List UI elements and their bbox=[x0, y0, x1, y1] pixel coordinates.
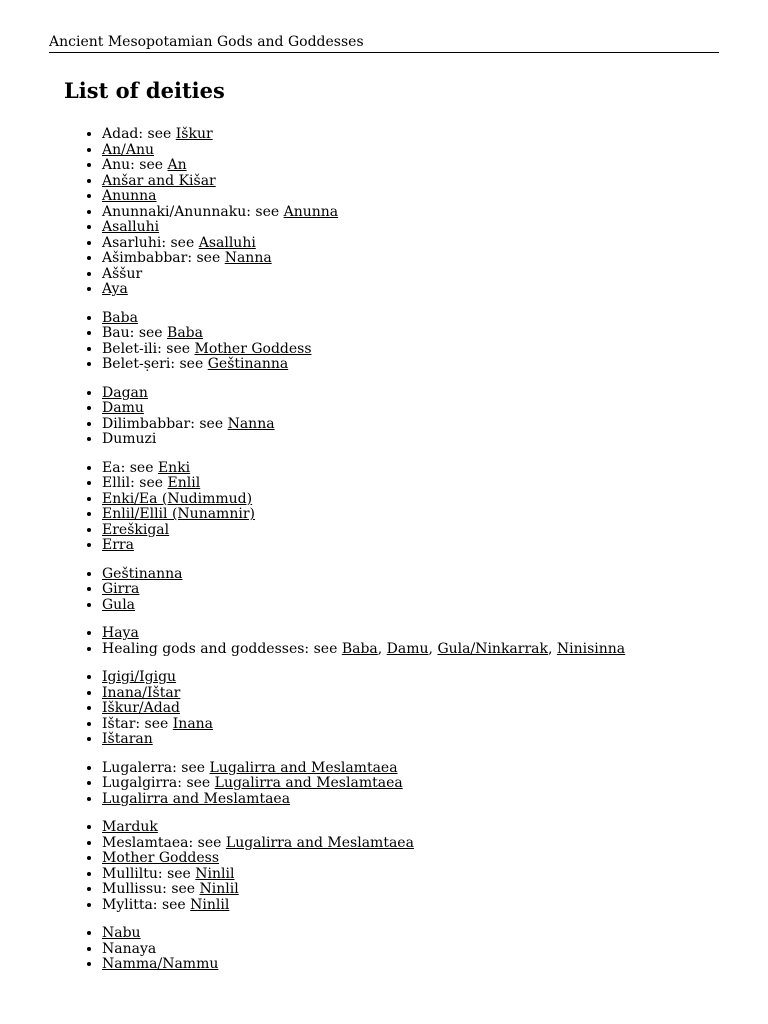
list-item-text: Mullissu: see bbox=[102, 881, 200, 897]
deity-list bbox=[0, 127, 768, 986]
deity-link[interactable]: Baba bbox=[341, 640, 378, 657]
deity-link[interactable]: Igigi/Igigu bbox=[102, 669, 177, 685]
list-item-text: , bbox=[377, 640, 387, 657]
deity-link[interactable]: Namma/Nammu bbox=[102, 956, 219, 972]
list-item bbox=[102, 732, 768, 748]
list-item bbox=[102, 205, 768, 221]
deity-link[interactable]: Erra bbox=[102, 537, 134, 553]
deity-link[interactable]: Baba bbox=[167, 325, 203, 341]
deity-link[interactable]: Aya bbox=[102, 281, 128, 297]
list-item bbox=[102, 342, 768, 358]
deity-link[interactable]: Enki bbox=[157, 459, 191, 476]
list-item-text: , bbox=[547, 640, 557, 657]
list-item-text: Ašimbabbar: see bbox=[102, 250, 225, 266]
deity-link[interactable]: Anšar and Kišar bbox=[102, 172, 216, 189]
deity-link[interactable]: Marduk bbox=[102, 819, 158, 835]
list-item bbox=[102, 267, 768, 283]
deity-link[interactable]: Girra bbox=[102, 581, 140, 597]
list-item-text: Lugalgirra: see bbox=[102, 775, 215, 791]
deity-link[interactable]: Baba bbox=[102, 309, 138, 326]
deity-link[interactable]: Lugalirra and Meslamtaea bbox=[209, 759, 398, 776]
deity-group bbox=[0, 670, 768, 748]
list-item bbox=[102, 143, 768, 159]
list-item-text: , bbox=[428, 640, 438, 657]
list-item-text: Nanaya bbox=[102, 940, 157, 957]
list-item-text: Mylitta: see bbox=[102, 896, 191, 913]
deity-link[interactable]: Nanna bbox=[224, 250, 272, 266]
deity-link[interactable]: Damu bbox=[102, 400, 144, 416]
list-item bbox=[102, 538, 768, 554]
deity-link[interactable]: Inana/Ištar bbox=[102, 684, 181, 701]
deity-link[interactable]: An bbox=[167, 157, 187, 173]
list-item bbox=[102, 867, 768, 883]
deity-link[interactable]: An/Anu bbox=[102, 141, 154, 158]
list-item-text: Belet-ili: see bbox=[102, 340, 195, 357]
deity-group bbox=[0, 761, 768, 808]
list-item bbox=[102, 326, 768, 342]
site-title[interactable]: Ancient Mesopotamian Gods and Goddesses bbox=[49, 33, 719, 53]
list-item bbox=[102, 776, 768, 792]
deity-link[interactable]: Enki/Ea (Nudimmud) bbox=[102, 490, 253, 507]
deity-link[interactable]: Lugalirra and Meslamtaea bbox=[102, 790, 291, 807]
deity-link[interactable]: Mother Goddess bbox=[102, 850, 220, 866]
list-item bbox=[102, 957, 768, 973]
deity-group bbox=[0, 926, 768, 973]
deity-group bbox=[0, 820, 768, 913]
list-item-text: Ellil: see bbox=[102, 475, 168, 491]
list-item-text: Mulliltu: see bbox=[102, 865, 196, 882]
list-item-text: Anu: see bbox=[102, 157, 168, 173]
deity-link[interactable]: Gula/Ninkarrak bbox=[437, 640, 548, 657]
list-item-text: Dumuzi bbox=[102, 431, 157, 447]
deity-link[interactable]: Nabu bbox=[102, 925, 141, 941]
list-item bbox=[102, 761, 768, 777]
deity-link[interactable]: Enlil bbox=[167, 475, 201, 491]
deity-link[interactable]: Haya bbox=[102, 625, 139, 641]
list-item bbox=[102, 882, 768, 898]
list-item bbox=[102, 851, 768, 867]
list-item bbox=[102, 626, 768, 642]
deity-link[interactable]: Asalluhi bbox=[102, 219, 160, 235]
list-item-text: Healing gods and goddesses: see bbox=[102, 640, 342, 657]
list-item bbox=[102, 686, 768, 702]
page-title: List of deities bbox=[64, 78, 225, 103]
deity-group bbox=[0, 127, 768, 298]
deity-link[interactable]: Enlil/Ellil (Nunamnir) bbox=[102, 506, 255, 522]
list-item bbox=[102, 386, 768, 402]
deity-group bbox=[0, 626, 768, 657]
list-item-text: Ištar: see bbox=[102, 715, 173, 732]
deity-group bbox=[0, 311, 768, 373]
deity-link[interactable]: Nanna bbox=[227, 415, 275, 432]
list-item bbox=[102, 942, 768, 958]
deity-group bbox=[0, 461, 768, 554]
list-item bbox=[102, 251, 768, 267]
list-item bbox=[102, 357, 768, 373]
deity-link[interactable]: Ninlil bbox=[190, 896, 230, 913]
deity-link[interactable]: Iškur bbox=[175, 126, 213, 142]
deity-link[interactable]: Inana bbox=[172, 715, 214, 732]
list-item-text: Dilimbabbar: see bbox=[102, 415, 228, 432]
list-item bbox=[102, 523, 768, 539]
list-item bbox=[102, 820, 768, 836]
list-item bbox=[102, 401, 768, 417]
list-item-text: Adad: see bbox=[102, 126, 176, 142]
deity-link[interactable]: Asalluhi bbox=[198, 234, 256, 251]
list-item bbox=[102, 476, 768, 492]
list-item bbox=[102, 507, 768, 523]
list-item bbox=[102, 417, 768, 433]
list-item bbox=[102, 311, 768, 327]
deity-link[interactable]: Anunna bbox=[102, 188, 157, 204]
list-item bbox=[102, 220, 768, 236]
list-item bbox=[102, 642, 768, 658]
list-item-text: Bau: see bbox=[102, 325, 168, 341]
deity-link[interactable]: Mother Goddess bbox=[194, 340, 312, 357]
list-item bbox=[102, 174, 768, 190]
deity-link[interactable]: Damu bbox=[386, 640, 429, 657]
deity-link[interactable]: Ninlil bbox=[195, 865, 235, 882]
deity-link[interactable]: Dagan bbox=[102, 384, 148, 401]
deity-link[interactable]: Lugalirra and Meslamtaea bbox=[214, 775, 403, 791]
list-item bbox=[102, 236, 768, 252]
list-item-text: Asarluhi: see bbox=[102, 234, 199, 251]
list-item bbox=[102, 127, 768, 143]
list-item bbox=[102, 492, 768, 508]
list-item bbox=[102, 189, 768, 205]
list-item bbox=[102, 567, 768, 583]
deity-link[interactable]: Geštinanna bbox=[102, 565, 183, 582]
list-item bbox=[102, 898, 768, 914]
list-item bbox=[102, 836, 768, 852]
list-item bbox=[102, 598, 768, 614]
deity-link[interactable]: Gula bbox=[102, 596, 136, 613]
deity-link[interactable]: Geštinanna bbox=[207, 356, 289, 372]
list-item-text: Belet-ṣeri: see bbox=[102, 356, 208, 372]
list-item bbox=[102, 432, 768, 448]
deity-link[interactable]: Ninlil bbox=[199, 881, 239, 897]
deity-link[interactable]: Iškur/Adad bbox=[102, 700, 181, 716]
deity-link[interactable]: Ninisinna bbox=[556, 640, 626, 657]
list-item bbox=[102, 282, 768, 298]
list-item bbox=[102, 701, 768, 717]
list-item bbox=[102, 717, 768, 733]
list-item-text: Lugalerra: see bbox=[102, 759, 210, 776]
list-item bbox=[102, 792, 768, 808]
deity-link[interactable]: Ereškigal bbox=[102, 521, 170, 538]
list-item bbox=[102, 670, 768, 686]
list-item bbox=[102, 926, 768, 942]
list-item-text: Ea: see bbox=[102, 459, 158, 476]
deity-link[interactable]: Ištaran bbox=[102, 731, 153, 747]
deity-link[interactable]: Anunna bbox=[283, 203, 339, 220]
deity-group bbox=[0, 386, 768, 448]
list-item bbox=[102, 461, 768, 477]
list-item-text: Anunnaki/Anunnaku: see bbox=[102, 203, 284, 220]
deity-group bbox=[0, 567, 768, 614]
deity-link[interactable]: Lugalirra and Meslamtaea bbox=[225, 834, 414, 851]
list-item-text: Meslamtaea: see bbox=[102, 834, 226, 851]
list-item-text: Aššur bbox=[102, 265, 143, 282]
list-item bbox=[102, 582, 768, 598]
list-item bbox=[102, 158, 768, 174]
